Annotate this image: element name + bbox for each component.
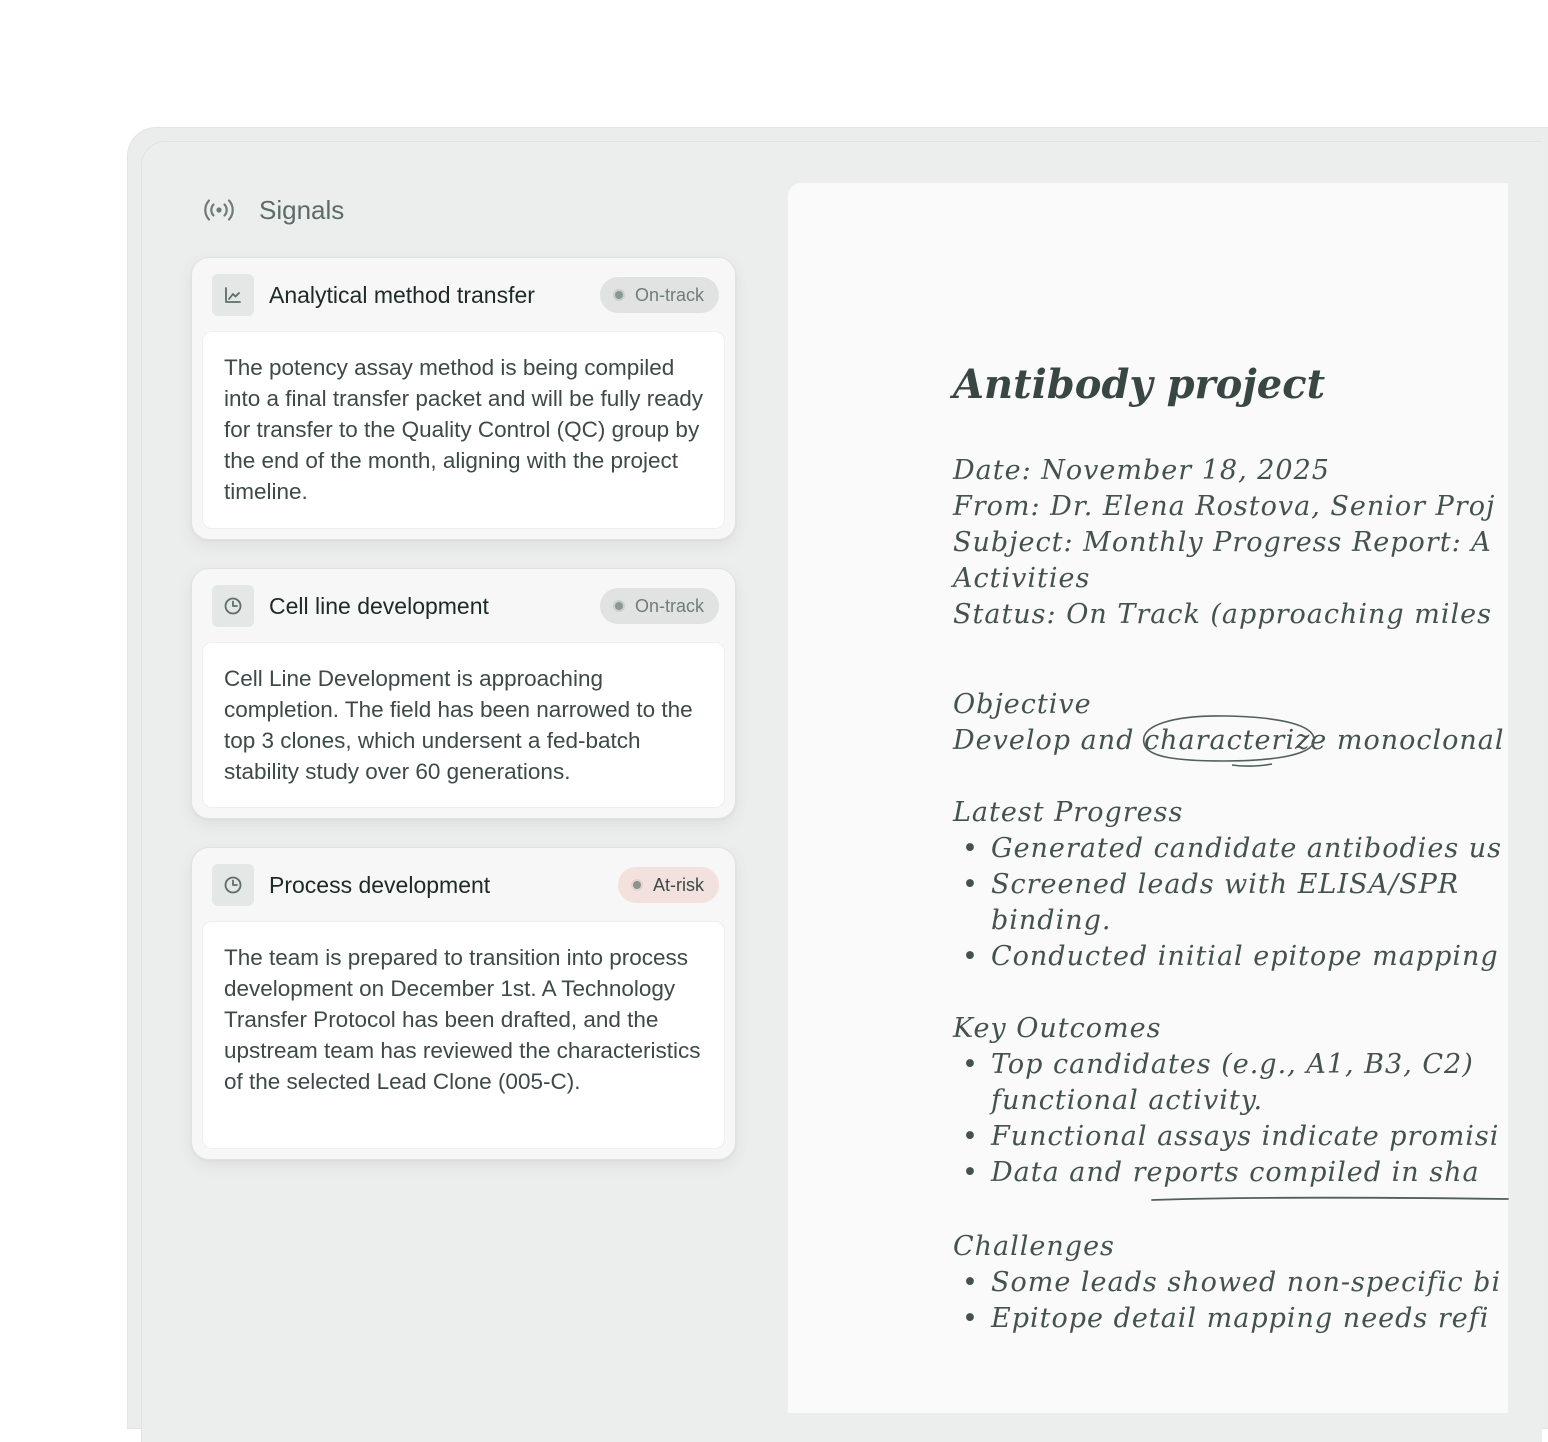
challenge-item: [966, 1303, 1489, 1334]
note-date: Date: November 18, 2025: [953, 455, 1330, 486]
progress-item: [966, 869, 1459, 900]
outcome-item: [966, 1049, 1474, 1080]
progress-item: [966, 833, 1502, 864]
outcome-item-cont: functional activity.: [991, 1085, 1264, 1116]
status-dot: [613, 600, 625, 612]
objective-circled-word: characterize: [1143, 725, 1328, 756]
status-badge: [600, 277, 719, 313]
signals-title: Signals: [259, 194, 345, 225]
note-from: From: Dr. Elena Rostova, Senior Proj: [953, 491, 1496, 522]
status-dot: [613, 289, 625, 301]
note-status: Status: On Track (approaching miles: [953, 599, 1492, 630]
status-dot: [631, 879, 643, 891]
note-subject-cont: Activities: [953, 563, 1091, 594]
challenge-item-text: Epitope detail mapping needs refi: [991, 1303, 1490, 1334]
outcome-item-text: Functional assays indicate promisi: [991, 1121, 1500, 1152]
card-title: Process development: [269, 871, 491, 898]
status-label: On-track: [634, 284, 704, 305]
progress-heading: Latest Progress: [953, 797, 1184, 828]
progress-item-cont: binding.: [991, 905, 1112, 936]
signal-card-analytical-method-transfer[interactable]: [191, 257, 736, 540]
signal-card-cell-line-development[interactable]: [191, 568, 736, 819]
status-badge: [618, 867, 719, 903]
note-subject: Subject: Monthly Progress Report: A: [953, 527, 1492, 558]
handwritten-note[interactable]: [787, 183, 1508, 1413]
card-title: Analytical method transfer: [269, 281, 535, 308]
clock-icon: [212, 585, 254, 627]
underline-annotation: [1150, 1193, 1510, 1205]
signal-card-process-development[interactable]: [191, 847, 736, 1160]
card-description: The potency assay method is being compiled into a final transfer packet and will be fully ready for transfer to the Quality Control (QC) group by the end of the month, aligning with the project timeline.: [224, 355, 704, 504]
challenge-item-text: Some leads showed non-specific bi: [991, 1267, 1502, 1298]
status-badge: [600, 588, 719, 624]
outcome-item-text: Data and reports compiled in sha: [991, 1157, 1480, 1188]
progress-item-text: Screened leads with ELISA/SPR: [991, 869, 1460, 900]
clock-icon: [212, 864, 254, 906]
outcome-item-text: Top candidates (e.g., A1, B3, C2): [991, 1049, 1474, 1080]
status-label: On-track: [634, 595, 704, 616]
challenge-item: [966, 1267, 1501, 1298]
outcome-item: [966, 1157, 1480, 1188]
card-body: [202, 331, 725, 529]
card-title: Cell line development: [269, 592, 489, 619]
card-body: [202, 921, 725, 1149]
note-title: Antibody project: [953, 361, 1326, 408]
outcome-item: [966, 1121, 1499, 1152]
outcomes-heading: Key Outcomes: [953, 1013, 1162, 1044]
progress-item-text: Conducted initial epitope mapping: [991, 941, 1499, 972]
challenges-heading: Challenges: [953, 1231, 1115, 1262]
progress-item-text: Generated candidate antibodies us: [991, 833, 1503, 864]
circle-annotation: [1134, 711, 1320, 769]
broadcast-signal-icon: [201, 192, 237, 228]
card-description: Cell Line Development is approaching completion. The field has been narrowed to the top 3 clones, which undersent a fed-batch stability study over 60 generations.: [224, 666, 693, 784]
objective-text-start: Develop and: [953, 725, 1144, 756]
card-body: [202, 642, 725, 808]
objective-heading: Objective: [953, 689, 1092, 720]
progress-item: [966, 941, 1499, 972]
objective-text-end: monoclonal: [1327, 725, 1505, 756]
signals-header: [201, 190, 344, 230]
line-chart-icon: [212, 274, 254, 316]
status-label: At-risk: [653, 874, 704, 895]
card-description: The team is prepared to transition into process development on December 1st. A Technology Transfer Protocol has been drafted, and the upstream team has reviewed the characteristics of the selected Lead Clone (005-C).: [224, 945, 701, 1094]
